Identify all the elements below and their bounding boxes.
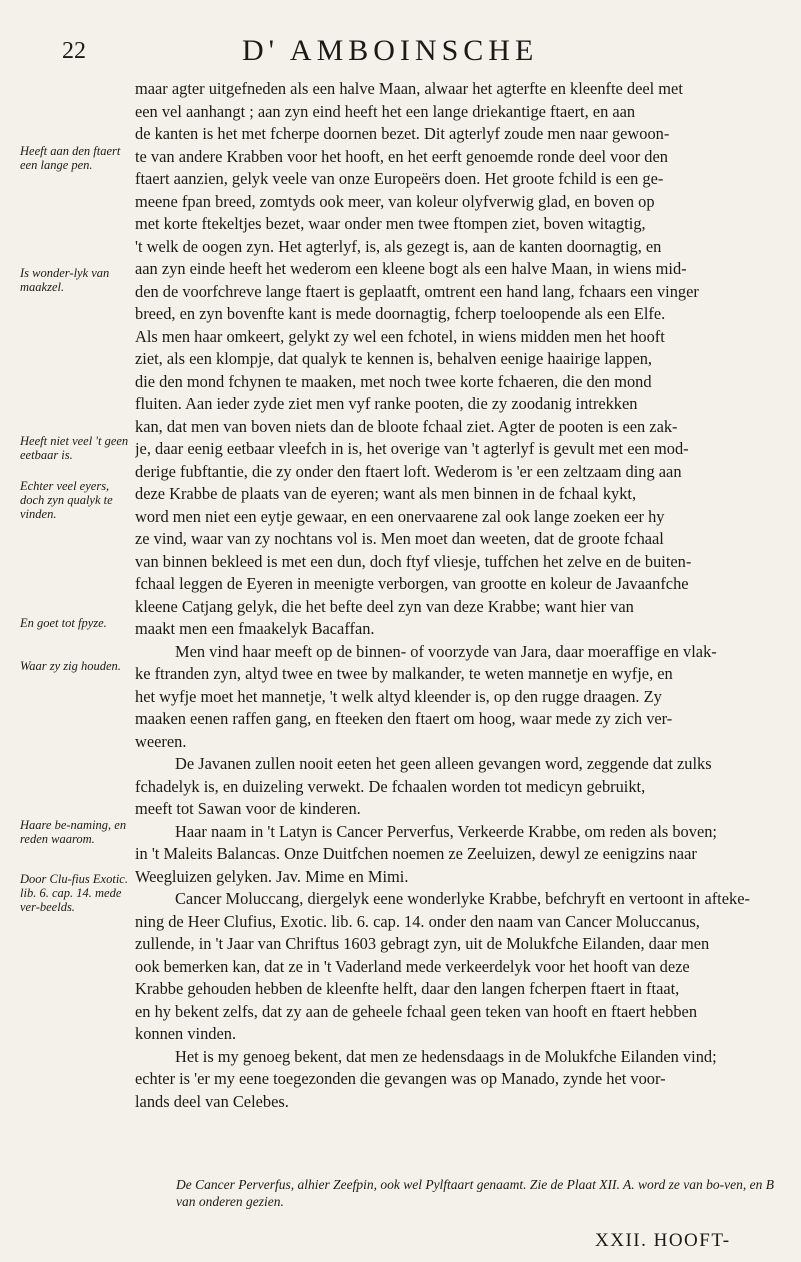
running-title: D' AMBOINSCHE: [242, 34, 539, 67]
margin-note: Is wonder-lyk van maakzel.: [20, 266, 110, 294]
text-line: lands deel van Celebes.: [135, 1091, 289, 1111]
text-line: Haar naam in 't Latyn is Cancer Perverfus, Verkeerde Krabbe, om reden als boven;: [175, 821, 717, 841]
text-line: Weegluizen gelyken. Jav. Mime en Mimi.: [135, 866, 409, 886]
page-header: [0, 34, 801, 74]
text-line: Het is my genoeg bekent, dat men ze hedensdaags in de Molukfche Eilanden vind;: [175, 1046, 717, 1066]
text-line: en hy bekent zelfs, dat zy aan de geheele fchaal geen teken van hooft en ftaert hebben: [135, 1001, 698, 1021]
text-line: derige fubftantie, die zy onder den ftaert loft. Wederom is 'er een zeltzaam ding aan: [135, 461, 682, 481]
text-line: de kanten is het met fcherpe doornen bezet. Dit agterlyf zoude men naar gewoon-: [135, 124, 670, 143]
text-line: Cancer Moluccang, diergelyk eene wonderlyke Krabbe, befchryft en vertoont in afteke-: [175, 889, 750, 908]
text-line: van binnen bekleed is met een dun, doch ftyf vliesje, tuffchen het zelve en de buiten-: [135, 551, 692, 571]
text-line: kleene Catjang gelyk, die het befte deel zyn van deze Krabbe; want hier van: [135, 596, 634, 616]
text-line: fchaal leggen de Eyeren in meenigte verborgen, van grootte en koleur de Javaanfche: [135, 574, 689, 593]
text-line: ook bemerken kan, dat ze in 't Vaderland mede verkeerdelyk voor het hooft van deze: [135, 956, 690, 976]
text-line: deze Krabbe de plaats van de eyeren; want als men binnen in de fchaal kykt,: [135, 484, 637, 503]
text-line: breed, en zyn bovenfte kant is mede doornagtig, fcherp toeloopende als een Elfe.: [135, 304, 666, 323]
text-line: die den mond fchynen te maaken, met noch twee korte fchaeren, die den mond: [135, 371, 652, 391]
text-line: Men vind haar meeft op de binnen- of voorzyde van Jara, daar moeraffige en vlak-: [175, 641, 717, 661]
text-line: konnen vinden.: [135, 1024, 237, 1043]
text-line: 't welk de oogen zyn. Het agterlyf, is, als gezegt is, aan de kanten doornagtig, en: [135, 236, 662, 256]
text-line: word men niet een eytje gewaar, en een onervaarene zal ook lange zoeken eer hy: [135, 506, 665, 526]
body-text: [135, 78, 765, 1113]
text-line: in 't Maleits Balancas. Onze Duitfchen noemen ze Zeeluizen, dewyl ze eenigzins naar: [135, 844, 697, 863]
margin-note: Waar zy zig houden.: [20, 659, 121, 673]
text-line: te van andere Krabben voor het hooft, en het eerft genoemde ronde deel voor den: [135, 146, 668, 166]
text-line: een vel aanhangt ; aan zyn eind heeft het een lange driekantige ftaert, en aan: [135, 101, 636, 121]
text-line: den de voorfchreve lange ftaert is geplaatft, omtrent een hand lang, fchaars een vinger: [135, 281, 699, 301]
margin-note: Haare be-naming, en reden waarom.: [20, 818, 127, 846]
catchword: XXII. HOOFT-: [595, 1230, 731, 1251]
figure-caption: De Cancer Perverfus, alhier Zeefpin, ook wel Pylftaart genaamt. Zie de Plaat XII. A. word ze van bo-ven, en B van onderen gezien.: [176, 1177, 775, 1209]
text-line: het wyfje moet het mannetje, 't welk altyd kleender is, op den rugge draagen. Zy: [135, 686, 662, 706]
text-line: ze vind, waar van zy nochtans vol is. Men moet dan weeten, dat de groote fchaal: [135, 529, 664, 548]
text-line: maar agter uitgefneden als een halve Maan, alwaar het agterfte en kleenfte deel met: [135, 79, 683, 98]
margin-note: Heeft aan den ftaert een lange pen.: [20, 144, 121, 172]
page-number: 22: [62, 38, 86, 64]
text-line: echter is 'er my eene toegezonden die gevangen was op Manado, zynde het voor-: [135, 1069, 666, 1088]
text-line: ke ftranden zyn, altyd twee en twee by malkander, te weten mannetje en wyfje, en: [135, 664, 673, 683]
text-line: ning de Heer Clufius, Exotic. lib. 6. cap. 14. onder den naam van Cancer Moluccanus,: [135, 911, 700, 931]
text-line: fchadelyk is, en duizeling verwekt. De fchaalen worden tot medicyn gebruikt,: [135, 776, 646, 796]
text-line: zullende, in 't Jaar van Chriftus 1603 gebragt zyn, uit de Molukfche Eilanden, daar men: [135, 934, 710, 953]
text-line: meeft tot Sawan voor de kinderen.: [135, 799, 361, 818]
margin-note: Heeft niet veel 't geen eetbaar is.: [20, 434, 129, 462]
text-line: aan zyn einde heeft het wederom een kleene bogt als een halve Maan, in wiens mid-: [135, 259, 687, 278]
text-line: weeren.: [135, 731, 187, 751]
text-line: met korte ftekeltjes bezet, waar onder men twee ftompen ziet, boven witagtig,: [135, 214, 646, 233]
text-line: meene fpan breed, zomtyds ook meer, van koleur olyfverwig glad, en boven op: [135, 191, 655, 211]
text-line: ftaert aanzien, gelyk veele van onze Europeërs doen. Het groote fchild is een ge-: [135, 169, 664, 188]
margin-note: En goet tot fpyze.: [20, 616, 107, 630]
text-line: kan, dat men van boven niets dan de bloote fchaal ziet. Agter de pooten is een zak-: [135, 416, 678, 436]
text-line: Krabbe gehouden hebben de kleenfte helft, daar den langen fcherpen ftaert in ftaat,: [135, 979, 680, 998]
text-line: je, daar eenig eetbaar vleefch in is, het overige van 't agterlyf is gevult met een mod-: [135, 439, 689, 458]
margin-note: Echter veel eyers, doch zyn qualyk te vinden.: [20, 479, 113, 521]
text-line: maaken eenen raffen gang, en fteeken den ftaert om hoog, waar mede zy zich ver-: [135, 709, 673, 728]
text-line: maakt men een fmaakelyk Bacaffan.: [135, 619, 375, 638]
margin-note: Door Clu-fius Exotic. lib. 6. cap. 14. mede ver-beelds.: [20, 872, 128, 914]
text-line: fluiten. Aan ieder zyde ziet men vyf ranke pooten, die zy zoodanig intrekken: [135, 394, 638, 413]
text-line: Als men haar omkeert, gelykt zy wel een fchotel, in wiens midden men het hooft: [135, 326, 665, 346]
text-line: ziet, als een klompje, dat qualyk te kennen is, behalven eenige haairige lappen,: [135, 349, 653, 368]
text-line: De Javanen zullen nooit eeten het geen alleen gevangen word, zeggende dat zulks: [175, 754, 712, 773]
